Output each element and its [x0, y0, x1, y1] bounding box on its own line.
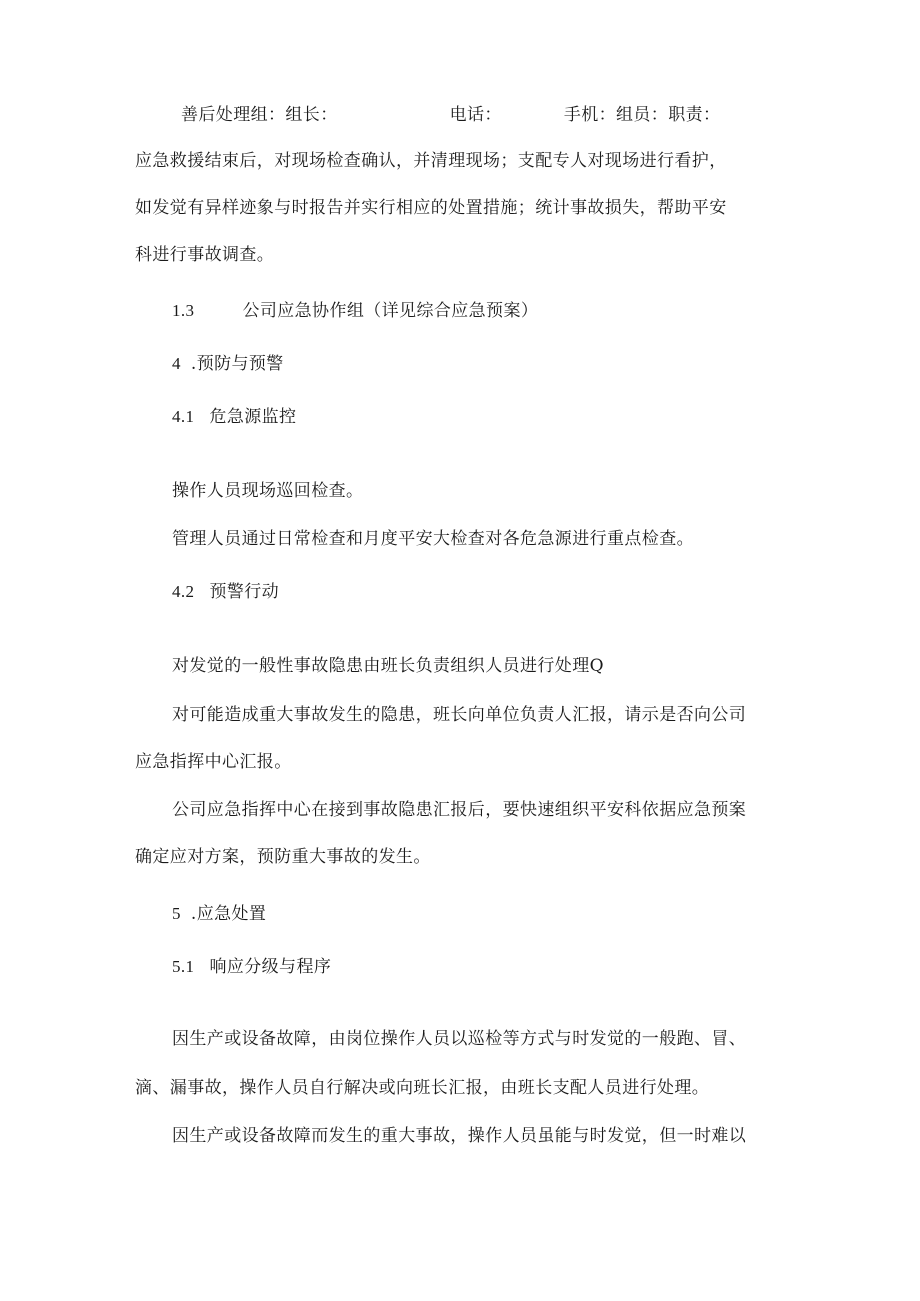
paragraph-line: 科进行事故调查。 [135, 245, 275, 265]
paragraph-line: 应急救援结束后，对现场检查确认，并清理现场；支配专人对现场进行看护， [135, 151, 727, 171]
section-title: .应急处置 [190, 904, 267, 924]
section-number: 4.2 [172, 582, 195, 601]
paragraph-line: 对可能造成重大事故发生的隐患，班长向单位负责人汇报，请示是否向公司 [172, 705, 747, 725]
aftercare-group-leader-label: 善后处理组：组长： [181, 105, 338, 125]
paragraph-line: 对发觉的一般性事故隐患由班长负责组织人员进行处理Q [172, 656, 604, 676]
section-number: 5.1 [172, 957, 195, 976]
section-number: 5 [172, 904, 181, 923]
paragraph-line: 因生产或设备故障，由岗位操作人员以巡检等方式与时发觉的一般跑、冒、 [172, 1029, 747, 1049]
section-heading-4-2 [172, 580, 279, 604]
section-heading-1-3 [172, 299, 538, 323]
section-title: 预警行动 [209, 582, 280, 602]
section-number: 1.3 [172, 301, 195, 320]
paragraph-line: 因生产或设备故障而发生的重大事故，操作人员虽能与时发觉，但一时难以 [172, 1126, 747, 1146]
contact-line [181, 103, 720, 127]
paragraph-line: 如发觉有异样迹象与时报告并实行相应的处置措施；统计事故损失，帮助平安 [135, 198, 727, 218]
paragraph-line: 操作人员现场巡回检查。 [172, 481, 364, 501]
section-heading-4 [172, 352, 284, 376]
mobile-members-duty-label: 手机：组员：职责： [563, 105, 721, 125]
phone-label: 电话： [449, 105, 502, 125]
paragraph-line: 管理人员通过日常检查和月度平安大检查对各危急源进行重点检查。 [172, 529, 694, 549]
paragraph-line: 应急指挥中心汇报。 [135, 752, 292, 772]
section-heading-4-1 [172, 405, 296, 429]
paragraph-line: 公司应急指挥中心在接到事故隐患汇报后，要快速组织平安科依据应急预案 [172, 800, 747, 820]
section-number: 4 [172, 354, 181, 373]
section-title: 公司应急协作组（详见综合应急预案） [242, 301, 539, 321]
section-title: .预防与预警 [190, 354, 284, 374]
section-title: 响应分级与程序 [209, 957, 332, 977]
section-number: 4.1 [172, 407, 195, 426]
section-title: 危急源监控 [209, 407, 297, 427]
paragraph-line: 确定应对方案，预防重大事故的发生。 [135, 847, 431, 867]
section-heading-5 [172, 902, 266, 926]
section-heading-5-1 [172, 955, 331, 979]
paragraph-line: 滴、漏事故，操作人员自行解决或向班长汇报，由班长支配人员进行处理。 [135, 1078, 710, 1098]
